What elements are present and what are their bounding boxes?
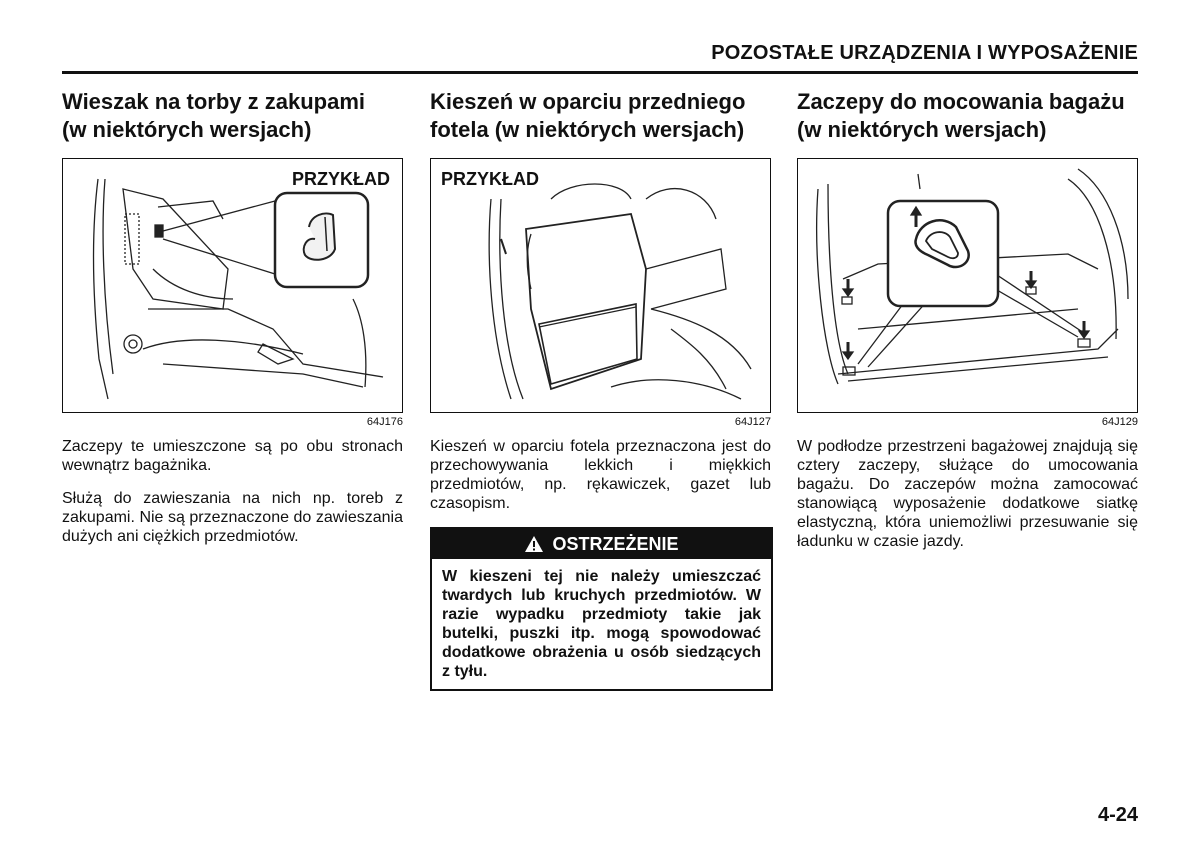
warning-text: W kieszeni tej nie należy umieszczać twardych lub kruchych przedmiotów. W razie wypadku przedmioty takie jak butelki, puszki itp. mogą spowodować dodatkowe obrażenia u osób siedzących z tyłu. xyxy=(442,568,761,680)
section-title xyxy=(797,88,1138,148)
section-shopping-bag-hook xyxy=(62,88,403,546)
section-title-line-1: Zaczepy do mocowania bagażu xyxy=(797,89,1125,114)
section-title xyxy=(62,88,403,148)
figure-label: PRZYKŁAD xyxy=(441,169,539,189)
paragraph: Zaczepy te umieszczone są po obu stronach wewnątrz bagażnika. xyxy=(62,438,403,474)
figure-code: 64J127 xyxy=(734,416,771,428)
paragraph: W podłodze przestrzeni bagażowej znajdują się cztery zaczepy, służące do umocowania bagażu. Do zaczepów można zamocować stanowiącą wyposażenie dodatkowe siatkę elastyczną, która uniemożliwi przesuwanie się ładunku w czasie jazdy. xyxy=(797,438,1138,550)
header-rule xyxy=(62,71,1138,74)
warning-box xyxy=(430,527,773,691)
warning-title: OSTRZEŻENIE xyxy=(552,533,679,554)
section-title-line-2: (w niektórych wersjach) xyxy=(797,117,1047,142)
warning-header xyxy=(432,529,771,559)
section-title-line-1: Kieszeń w oparciu przedniego xyxy=(430,89,746,114)
section-title xyxy=(430,88,771,148)
section-seatback-pocket xyxy=(430,88,771,691)
page-header-title: POZOSTAŁE URZĄDZENIA I WYPOSAŻENIE xyxy=(711,42,1138,64)
section-luggage-hooks xyxy=(797,88,1138,551)
figure-label: PRZYKŁAD xyxy=(292,169,390,189)
seatback-pocket-drawing xyxy=(431,159,770,412)
section-title-line-2: (w niektórych wersjach) xyxy=(62,117,312,142)
figure-code: 64J129 xyxy=(1101,416,1138,428)
illustration-trunk-hook xyxy=(62,158,403,413)
warning-triangle-icon xyxy=(524,535,544,553)
trunk-side-hook-drawing xyxy=(63,159,402,412)
illustration-seatback-pocket xyxy=(430,158,771,413)
section-title-line-1: Wieszak na torby z zakupami xyxy=(62,89,366,114)
section-title-line-2: fotela (w niektórych wersjach) xyxy=(430,117,745,142)
illustration-luggage-hooks xyxy=(797,158,1138,413)
page-number: 4-24 xyxy=(1097,804,1138,826)
paragraph: Służą do zawieszania na nich np. toreb z zakupami. Nie są przeznaczone do zawieszania dużych ani ciężkich przedmiotów. xyxy=(62,490,403,545)
paragraph: Kieszeń w oparciu fotela przeznaczona jest do przechowywania lekkich i miękkich przedmiotów, np. rękawiczek, gazet lub czasopism. xyxy=(430,438,771,512)
luggage-floor-hooks-drawing xyxy=(798,159,1137,412)
figure-code: 64J176 xyxy=(366,416,403,428)
